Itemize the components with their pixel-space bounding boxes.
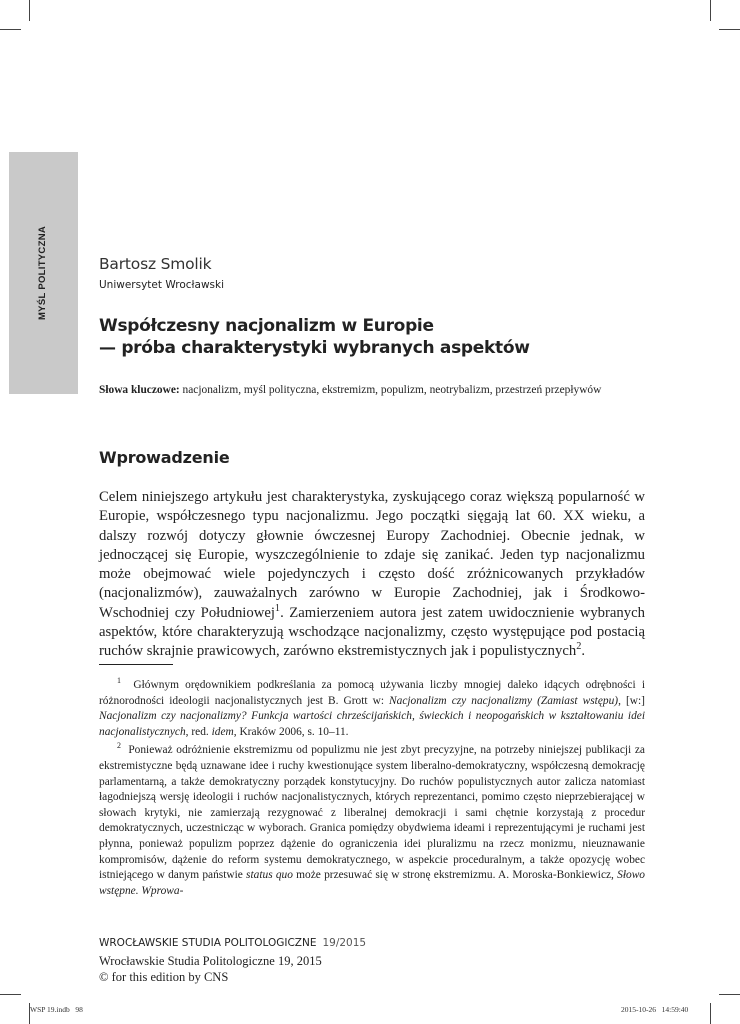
footnote-text: może przesuwać się w stronę ekstremizmu. A. Moroska-Bonkiewicz, <box>292 869 618 882</box>
article-title-line2: — próba charakterystyki wybranych aspektów <box>99 338 530 358</box>
crop-mark <box>710 1003 711 1024</box>
footnote-number: 1 <box>117 676 121 686</box>
footnote-italic: status quo <box>246 869 293 882</box>
keywords-text: nacjonalizm, myśl polityczna, ekstremizm, populizm, neotrybalizm, przestrzeń przepływów <box>182 384 602 396</box>
footnote-italic: Nacjonalizm czy nacjonalizmy? Funkcja wartości chrześcijańskich, świeckich i neopogańskich w kształtowaniu idei nacjonalistycznych <box>99 710 645 738</box>
crop-mark <box>0 29 21 30</box>
journal-title <box>99 937 366 949</box>
article-title-line1: Współczesny nacjonalizm w Europie <box>99 316 434 336</box>
journal-issue: 19/2015 <box>322 937 367 949</box>
crop-mark <box>0 994 21 995</box>
footnote-2 <box>99 743 645 899</box>
print-file-info: WSP 19.indb 98 <box>30 1005 83 1014</box>
footnote-italic: Nacjonalizm czy nacjonalizmy (Zamiast wstępu) <box>389 694 619 707</box>
section-heading: Wprowadzenie <box>99 448 230 467</box>
crop-mark <box>710 0 711 21</box>
print-timestamp: 2015-10-26 14:59:40 <box>621 1005 689 1014</box>
footnote-italic: Słowo wstępne. Wprowa- <box>99 869 645 897</box>
footnote-text: Głównym orędownikiem podkreślania za pomocą używania liczby mnogiej daleko idących odrębności i różnorodności ideologii nacjonalistycznych jest B. Grott w: <box>99 679 646 707</box>
footnote-divider <box>99 664 173 665</box>
copyright-line-1: Wrocławskie Studia Politologiczne 19, 2015 <box>99 954 322 968</box>
crop-mark <box>29 0 30 21</box>
author-affiliation: Uniwersytet Wrocławski <box>99 279 225 291</box>
footnote-1 <box>99 678 645 740</box>
footnote-number: 2 <box>117 741 121 751</box>
sidebar-label: MYŚL POLITYCZNA <box>37 225 48 321</box>
body-text-part: . Zamierzeniem autora jest zatem uwidocznienie wybranych aspektów, które charakteryzują wschodzące nacjonalizmy, często występujące pod postacią ruchów skrajnie prawicowych, zarówno ekstremistycznych jak i populistycznych <box>99 604 645 660</box>
keywords <box>99 383 645 399</box>
crop-mark <box>719 29 740 30</box>
crop-mark <box>719 994 740 995</box>
body-text-part: Celem niniejszego artykułu jest charakterystyka, zyskującego coraz większą popularność w Europie, współczesnego typu nacjonalizmu. Jego początki sięgają lat 60. XX wieku, a dalszy rozwój dotyczy głownie ówczesnej Europy Zachodniej. Obecnie jednak, w jednoczącej się Europie, wyszczególnienie to zdaje się zanikać. Jeden typ nacjonalizmu może obejmować wiele pojedynczych i często dość zróżnicowanych przykładów (nacjonalizmów), zauważalnych zarówno w Europie Zachodniej, jak i Środkowo-Wschodniej czy Południowej <box>99 489 645 621</box>
body-paragraph <box>99 488 645 662</box>
body-text-part: . <box>581 643 586 660</box>
copyright-line-2: © for this edition by CNS <box>99 970 229 984</box>
keywords-label: Słowa kluczowe: <box>99 384 180 396</box>
footnote-ref: 2 <box>576 641 582 653</box>
article-title <box>99 315 530 359</box>
author-name: Bartosz Smolik <box>99 255 212 273</box>
footnotes <box>99 678 645 902</box>
journal-name: WROCŁAWSKIE STUDIA POLITOLOGICZNE <box>99 937 317 949</box>
footnote-text: , red. <box>185 725 212 738</box>
footnote-text: Ponieważ odróżnienie ekstremizmu od populizmu nie jest zbyt precyzyjne, na potrzeby niniejszej publikacji za ekstremistyczne będą uznawane idee i ruchy kwestionujące system liberalno-demokratyczny, współczesną demokrację parlamentarną, a także demokratyczny porządek konstytucyjny. Do ruchów populistycznych autor zalicza natomiast łagodniejszą wersję ideologii i ruchów nacjonalistycznych, których reprezentanci, pomimo często nieprzebierającej w słowach krytyki, nie zamierzają rezygnować z liberalnej demokracji i sami chętnie korzystają z procedur demokratycznych, uczestnicząc w wyborach. Granica pomiędzy obydwiema ideami i reprezentującymi je ruchami jest płynna, ponieważ populizm poprzez dążenie do ograniczenia idei pluralizmu na rzecz monizmu, nieuznawanie kompromisów, dążenie do reform systemu demokratycznego, w aspekcie proceduralnym, a także opozycję wobec istniejącego w danym państwie <box>99 744 645 882</box>
footnote-italic: idem <box>211 725 234 738</box>
footnote-ref: 1 <box>274 602 281 614</box>
footnote-text: , Kraków 2006, s. 10–11. <box>233 725 349 738</box>
footnote-text: , [w:] <box>618 694 645 707</box>
